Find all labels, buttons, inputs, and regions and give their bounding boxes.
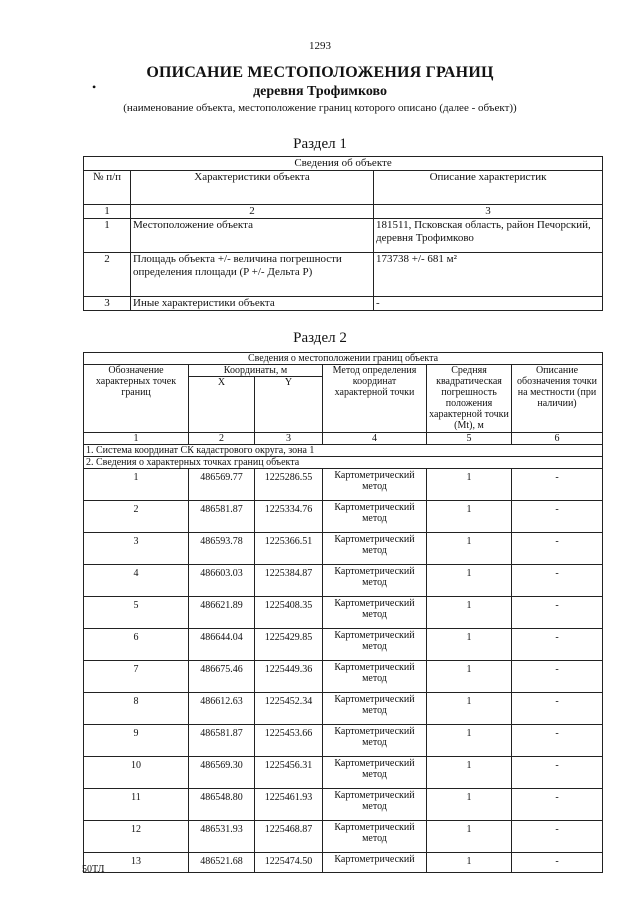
table-row (84, 469, 603, 501)
method: Картометрический метод (323, 757, 427, 789)
coordinate-y: 1225334.76 (255, 501, 323, 533)
method: Картометрический метод (323, 565, 427, 597)
coordinate-x: 486621.89 (189, 597, 255, 629)
point-number: 12 (84, 821, 189, 853)
point-description: - (512, 757, 603, 789)
point-description: - (512, 533, 603, 565)
coordinate-y: 1225474.50 (255, 853, 323, 873)
column-header-point-description: Описание обозначения точки на местности (при наличии) (512, 365, 603, 433)
column-index: 4 (323, 433, 427, 445)
method: Картометрический метод (323, 693, 427, 725)
mean-square-error: 1 (427, 725, 512, 757)
coordinate-y: 1225449.36 (255, 661, 323, 693)
point-description: - (512, 469, 603, 501)
table-row (84, 853, 603, 873)
mean-square-error: 1 (427, 629, 512, 661)
point-number: 13 (84, 853, 189, 873)
point-number: 2 (84, 501, 189, 533)
coordinate-x: 486612.63 (189, 693, 255, 725)
mean-square-error: 1 (427, 757, 512, 789)
point-description: - (512, 821, 603, 853)
mean-square-error: 1 (427, 693, 512, 725)
column-header-description: Описание характеристик (374, 171, 603, 205)
method: Картометрический метод (323, 661, 427, 693)
point-description: - (512, 501, 603, 533)
method: Картометрический метод (323, 789, 427, 821)
object-info-table (83, 156, 603, 311)
coordinate-x: 486593.78 (189, 533, 255, 565)
method: Картометрический метод (323, 821, 427, 853)
column-header-coordinates: Координаты, м (189, 365, 323, 377)
table-row (84, 565, 603, 597)
boundary-table-header: Сведения о местоположении границ объекта (84, 353, 603, 365)
row-number: 2 (84, 253, 131, 297)
table-row (84, 757, 603, 789)
mean-square-error: 1 (427, 469, 512, 501)
column-index: 2 (189, 433, 255, 445)
table-row (84, 501, 603, 533)
method: Картометрический (323, 853, 427, 873)
document-caption: (наименование объекта, местоположение границ которого описано (далее - объект)) (123, 102, 517, 114)
document-subtitle: деревня Трофимково (253, 84, 387, 99)
column-index: 6 (512, 433, 603, 445)
point-description: - (512, 565, 603, 597)
mean-square-error: 1 (427, 597, 512, 629)
table-row (84, 789, 603, 821)
coordinate-x: 486569.30 (189, 757, 255, 789)
point-description: - (512, 853, 603, 873)
row-number: 1 (84, 219, 131, 253)
coordinate-x: 486644.04 (189, 629, 255, 661)
column-index: 1 (84, 205, 131, 219)
coordinate-y: 1225456.31 (255, 757, 323, 789)
coordinate-y: 1225461.93 (255, 789, 323, 821)
mean-square-error: 1 (427, 853, 512, 873)
column-index: 5 (427, 433, 512, 445)
table-row (84, 219, 603, 253)
coordinate-y: 1225453.66 (255, 725, 323, 757)
mean-square-error: 1 (427, 565, 512, 597)
point-number: 11 (84, 789, 189, 821)
table-row (84, 629, 603, 661)
table-row (84, 253, 603, 297)
coordinate-x: 486675.46 (189, 661, 255, 693)
point-description: - (512, 789, 603, 821)
point-number: 9 (84, 725, 189, 757)
column-header-method: Метод определения координат характерной точки (323, 365, 427, 433)
method: Картометрический метод (323, 533, 427, 565)
mean-square-error: 1 (427, 821, 512, 853)
object-info-table-header: Сведения об объекте (84, 157, 603, 171)
table-row (84, 821, 603, 853)
point-number: 4 (84, 565, 189, 597)
section-2-title: Раздел 2 (293, 330, 347, 346)
point-number: 5 (84, 597, 189, 629)
column-header-characteristics: Характеристики объекта (131, 171, 374, 205)
method: Картометрический метод (323, 629, 427, 661)
coordinate-x: 486521.68 (189, 853, 255, 873)
coordinate-x: 486569.77 (189, 469, 255, 501)
column-index: 2 (131, 205, 374, 219)
point-description: - (512, 693, 603, 725)
coordinate-y: 1225366.51 (255, 533, 323, 565)
coordinate-y: 1225452.34 (255, 693, 323, 725)
row-description: - (374, 297, 603, 311)
column-header-y: Y (255, 377, 323, 433)
row-description: 181511, Псковская область, район Печорский, деревня Трофимково (374, 219, 603, 253)
table-row (84, 661, 603, 693)
mean-square-error: 1 (427, 501, 512, 533)
mean-square-error: 1 (427, 533, 512, 565)
row-characteristic: Местоположение объекта (131, 219, 374, 253)
coordinate-y: 1225408.35 (255, 597, 323, 629)
coordinate-x: 486581.87 (189, 725, 255, 757)
points-section-header: 2. Сведения о характерных точках границ объекта (84, 457, 603, 469)
coordinate-y: 1225286.55 (255, 469, 323, 501)
section-1-title: Раздел 1 (293, 136, 347, 152)
point-description: - (512, 661, 603, 693)
coordinate-x: 486603.03 (189, 565, 255, 597)
column-header-points: Обозначение характерных точек границ (84, 365, 189, 433)
row-number: 3 (84, 297, 131, 311)
coordinate-x: 486548.80 (189, 789, 255, 821)
method: Картометрический метод (323, 469, 427, 501)
column-header-error: Средняя квадратическая погрешность положения характерной точки (Mt), м (427, 365, 512, 433)
method: Картометрический метод (323, 501, 427, 533)
coordinate-system: 1. Система координат СК кадастрового округа, зона 1 (84, 445, 603, 457)
method: Картометрический метод (323, 597, 427, 629)
coordinate-y: 1225468.87 (255, 821, 323, 853)
point-description: - (512, 725, 603, 757)
table-row (84, 597, 603, 629)
mean-square-error: 1 (427, 661, 512, 693)
column-index: 3 (255, 433, 323, 445)
page-number: 1293 (309, 40, 331, 52)
mean-square-error: 1 (427, 789, 512, 821)
point-number: 6 (84, 629, 189, 661)
table-row (84, 533, 603, 565)
column-index: 1 (84, 433, 189, 445)
column-header-x: X (189, 377, 255, 433)
table-row (84, 297, 603, 311)
point-description: - (512, 629, 603, 661)
point-number: 1 (84, 469, 189, 501)
column-header-number: № п/п (84, 171, 131, 205)
stray-dot: • (92, 80, 97, 94)
coordinate-x: 486531.93 (189, 821, 255, 853)
point-number: 3 (84, 533, 189, 565)
row-description: 173738 +/- 681 м² (374, 253, 603, 297)
method: Картометрический метод (323, 725, 427, 757)
coordinate-y: 1225429.85 (255, 629, 323, 661)
table-row (84, 725, 603, 757)
boundary-points-table (83, 352, 603, 873)
point-description: - (512, 597, 603, 629)
coordinate-y: 1225384.87 (255, 565, 323, 597)
row-characteristic: Иные характеристики объекта (131, 297, 374, 311)
coordinate-x: 486581.87 (189, 501, 255, 533)
document-title: ОПИСАНИЕ МЕСТОПОЛОЖЕНИЯ ГРАНИЦ (146, 64, 494, 81)
point-number: 7 (84, 661, 189, 693)
column-index: 3 (374, 205, 603, 219)
row-characteristic: Площадь объекта +/- величина погрешности определения площади (P +/- Дельта P) (131, 253, 374, 297)
point-number: 8 (84, 693, 189, 725)
point-number: 10 (84, 757, 189, 789)
footer-code: 50ТЛ (82, 864, 105, 875)
table-row (84, 693, 603, 725)
